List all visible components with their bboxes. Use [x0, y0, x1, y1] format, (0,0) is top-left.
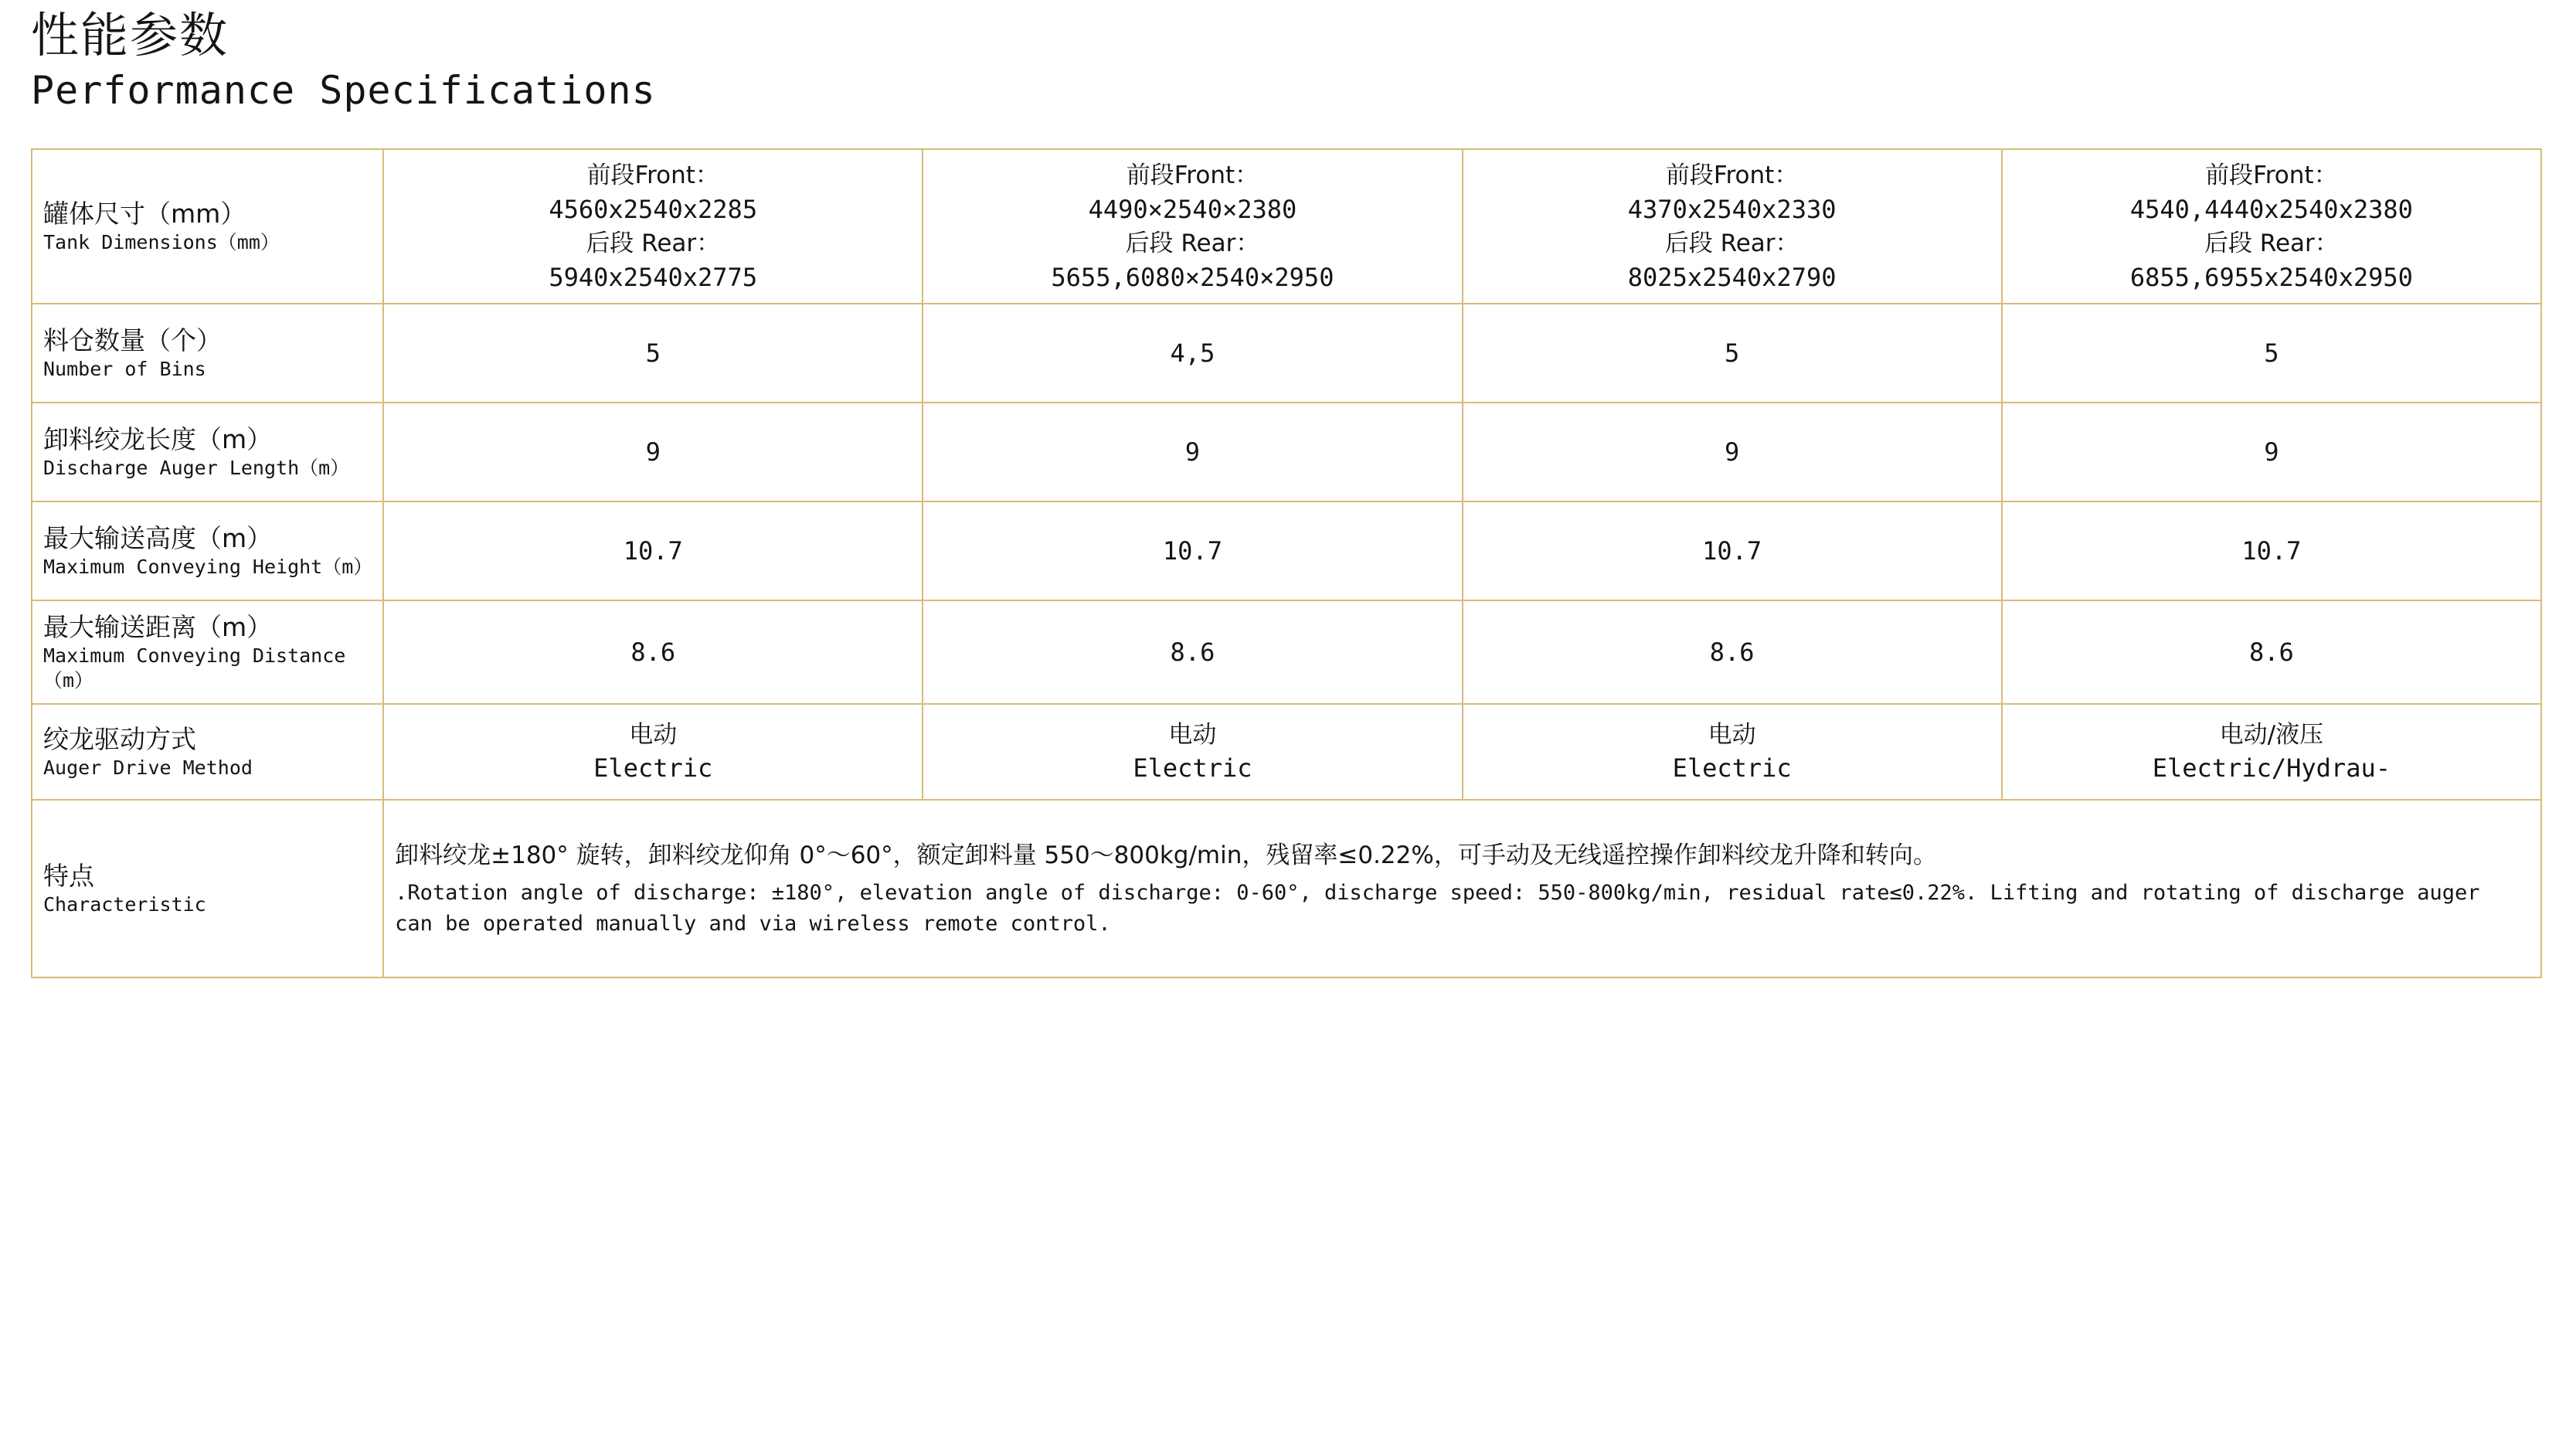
- drive-value-zh: 电动: [629, 721, 678, 749]
- drive-value-zh: 电动: [1168, 721, 1217, 749]
- row-label-zh: 特点: [43, 861, 94, 891]
- front-label: 前段Front：: [1665, 161, 1799, 189]
- front-value: 4490×2540×2380: [1088, 195, 1297, 224]
- rear-value: 8025x2540x2790: [1627, 263, 1837, 292]
- drive-value-en: Electric: [1133, 753, 1252, 783]
- front-value: 4540,4440x2540x2380: [2129, 195, 2413, 224]
- rear-label: 后段 Rear：: [2204, 229, 2339, 257]
- performance-specifications-table: [31, 148, 2542, 978]
- row-label-tank-dimensions: [32, 149, 383, 304]
- row-label-en: Maximum Conveying Height（m）: [43, 556, 373, 578]
- row-label-number-of-bins: [32, 304, 383, 403]
- row-label-en: Maximum Conveying Distance（m）: [43, 644, 346, 692]
- cell-max-conveying-height-2: 10.7: [923, 501, 1462, 600]
- cell-max-conveying-distance-1: 8.6: [383, 600, 923, 704]
- characteristic-text-en: .Rotation angle of discharge: ±180°, elevation angle of discharge: 0-60°, discharge speed: 550-800kg/min, residual rate≤0.22%. Lifting and rotating of discharge auger can be operated manually and via wireless remote control.: [395, 881, 2480, 936]
- row-label-zh: 最大输送距离（m）: [43, 612, 273, 642]
- characteristic-text-zh: 卸料绞龙±180° 旋转，卸料绞龙仰角 0°～60°，额定卸料量 550～800kg/min，残留率≤0.22%，可手动及无线遥控操作卸料绞龙升降和转向。: [395, 841, 1937, 869]
- table-row: [32, 704, 2541, 800]
- cell-number-of-bins-2: 4,5: [923, 304, 1462, 403]
- table-row: [32, 800, 2541, 977]
- row-label-zh: 料仓数量（个）: [43, 325, 222, 355]
- cell-max-conveying-height-4: 10.7: [2002, 501, 2541, 600]
- document-page: [0, 6, 2576, 1455]
- table-row: [32, 304, 2541, 403]
- cell-tank-dimensions-3: [1463, 149, 2002, 304]
- front-value: 4370x2540x2330: [1627, 195, 1837, 224]
- drive-value-en: Electric: [593, 753, 713, 783]
- cell-number-of-bins-3: 5: [1463, 304, 2002, 403]
- table-row: [32, 403, 2541, 501]
- row-label-en: Auger Drive Method: [43, 756, 253, 779]
- cell-tank-dimensions-1: [383, 149, 923, 304]
- cell-tank-dimensions-4: [2002, 149, 2541, 304]
- cell-auger-drive-method-2: [923, 704, 1462, 800]
- rear-value: 5655,6080×2540×2950: [1051, 263, 1334, 292]
- row-label-discharge-auger-length: [32, 403, 383, 501]
- row-label-max-conveying-distance: [32, 600, 383, 704]
- rear-label: 后段 Rear：: [1125, 229, 1260, 257]
- cell-discharge-auger-length-1: 9: [383, 403, 923, 501]
- front-value: 4560x2540x2285: [549, 195, 758, 224]
- drive-value-zh: 电动: [1708, 721, 1756, 749]
- row-label-auger-drive-method: [32, 704, 383, 800]
- rear-value: 5940x2540x2775: [549, 263, 758, 292]
- row-label-characteristic: [32, 800, 383, 977]
- row-label-en: Tank Dimensions（mm）: [43, 231, 280, 253]
- drive-value-zh: 电动/液压: [2219, 721, 2324, 749]
- page-title-zh: 性能参数: [31, 7, 229, 63]
- cell-discharge-auger-length-3: 9: [1463, 403, 2002, 501]
- front-label: 前段Front：: [586, 161, 719, 189]
- cell-number-of-bins-4: 5: [2002, 304, 2541, 403]
- cell-auger-drive-method-1: [383, 704, 923, 800]
- rear-value: 6855,6955x2540x2950: [2129, 263, 2413, 292]
- drive-value-en: Electric: [1672, 753, 1792, 783]
- cell-discharge-auger-length-2: 9: [923, 403, 1462, 501]
- row-label-en: Characteristic: [43, 893, 206, 916]
- table-row: [32, 149, 2541, 304]
- cell-max-conveying-height-1: 10.7: [383, 501, 923, 600]
- front-label: 前段Front：: [1126, 161, 1259, 189]
- cell-auger-drive-method-4: [2002, 704, 2541, 800]
- cell-characteristic-text: [383, 800, 2541, 977]
- row-label-zh: 卸料绞龙长度（m）: [43, 424, 273, 454]
- row-label-en: Discharge Auger Length（m）: [43, 457, 350, 479]
- row-label-zh: 最大输送高度（m）: [43, 523, 273, 553]
- cell-max-conveying-distance-4: 8.6: [2002, 600, 2541, 704]
- row-label-zh: 绞龙驱动方式: [43, 724, 196, 754]
- row-label-max-conveying-height: [32, 501, 383, 600]
- page-title-en: Performance Specifications: [31, 68, 656, 113]
- cell-discharge-auger-length-4: 9: [2002, 403, 2541, 501]
- cell-number-of-bins-1: 5: [383, 304, 923, 403]
- table-row: [32, 600, 2541, 704]
- drive-value-en: Electric/Hydrau-: [2152, 753, 2391, 783]
- cell-max-conveying-distance-3: 8.6: [1463, 600, 2002, 704]
- cell-max-conveying-height-3: 10.7: [1463, 501, 2002, 600]
- cell-auger-drive-method-3: [1463, 704, 2002, 800]
- front-label: 前段Front：: [2205, 161, 2338, 189]
- row-label-en: Number of Bins: [43, 358, 206, 380]
- rear-label: 后段 Rear：: [1664, 229, 1799, 257]
- cell-max-conveying-distance-2: 8.6: [923, 600, 1462, 704]
- row-label-zh: 罐体尺寸（mm）: [43, 199, 246, 229]
- cell-tank-dimensions-2: [923, 149, 1462, 304]
- rear-label: 后段 Rear：: [586, 229, 721, 257]
- table-row: [32, 501, 2541, 600]
